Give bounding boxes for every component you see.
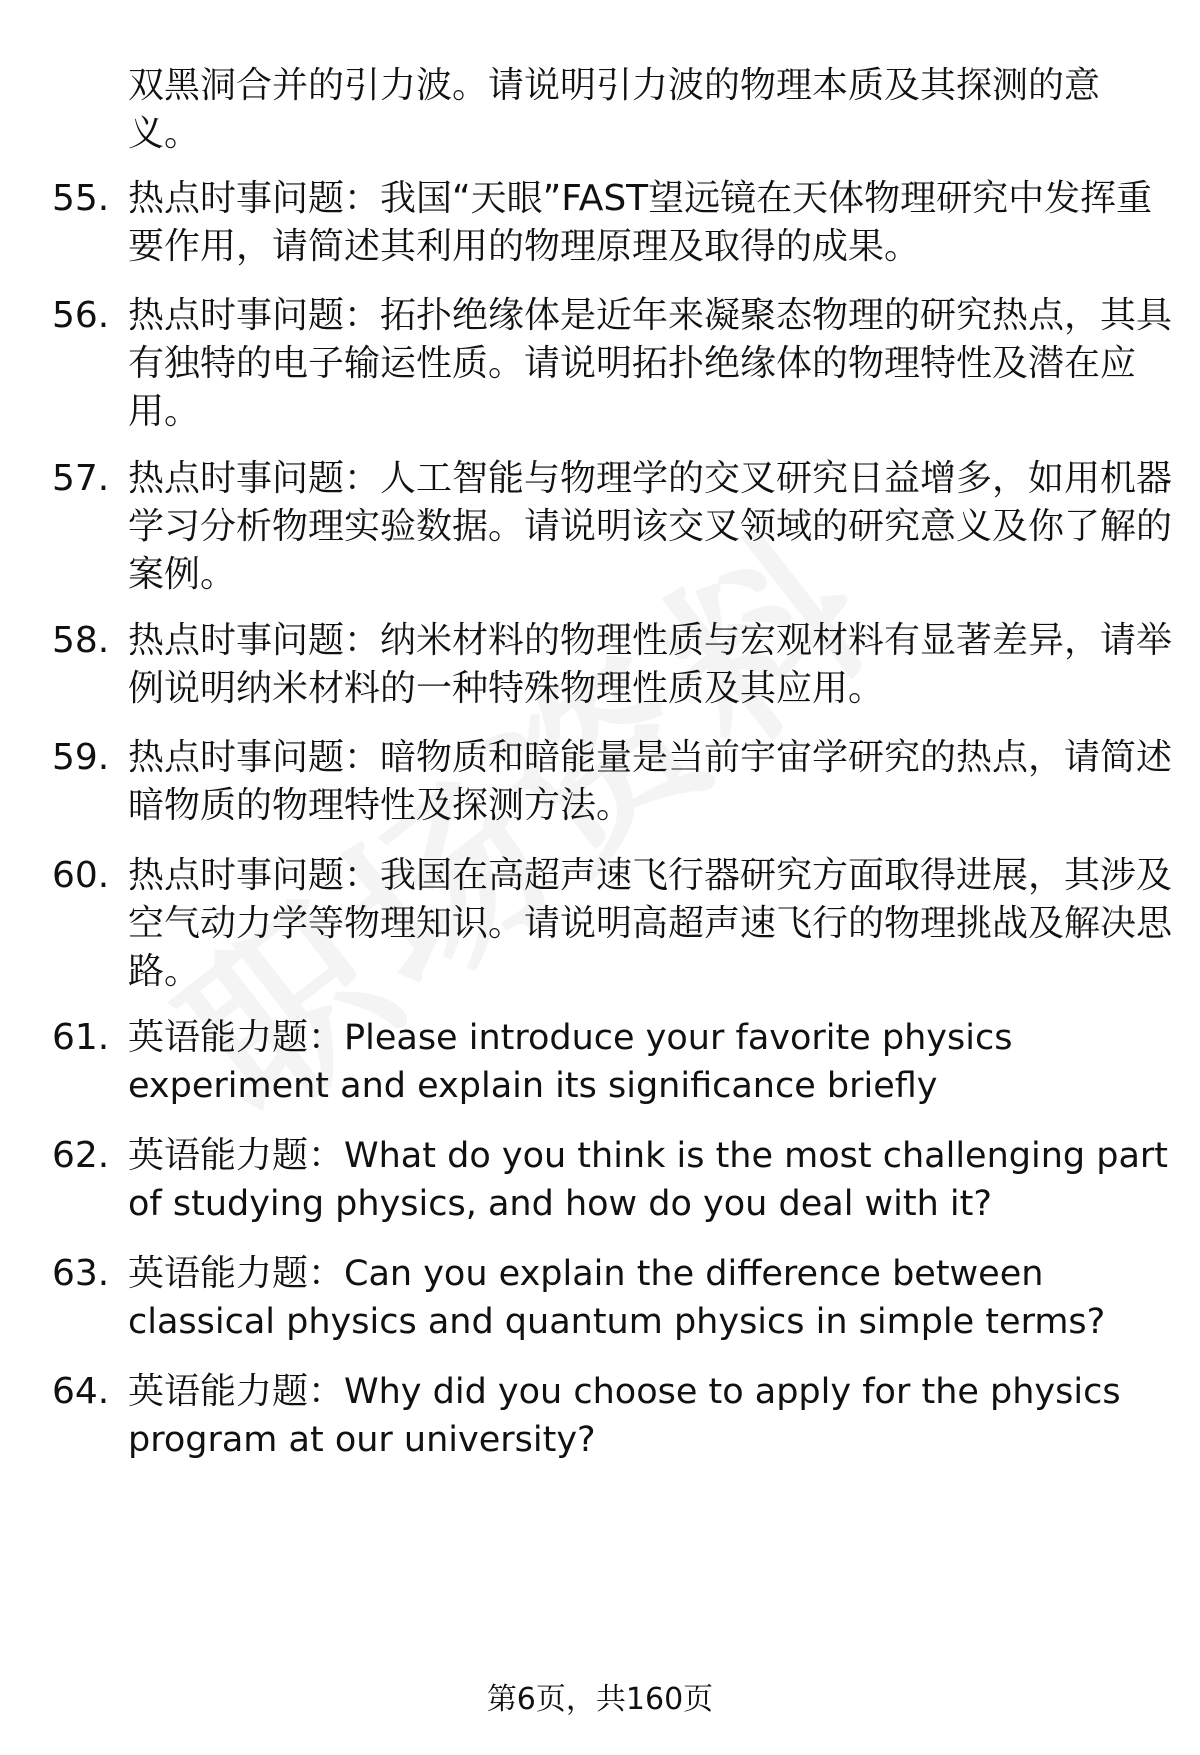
- question-61: [52, 1014, 1172, 1110]
- question-55: [52, 175, 1172, 271]
- question-text: [128, 1014, 1172, 1110]
- question-59: [52, 734, 1172, 830]
- question-number: 63.: [52, 1253, 110, 1294]
- question-number: 57.: [52, 458, 110, 499]
- question-english-text: Can you explain the difference between classical physics and quantum physics in simple terms?: [128, 1254, 1106, 1342]
- question-text: 热点时事问题：我国“天眼”FAST望远镜在天体物理研究中发挥重要作用，请简述其利用的物理原理及取得的成果。: [128, 178, 1153, 267]
- question-number: 64.: [52, 1371, 110, 1412]
- question-56: [52, 292, 1172, 436]
- question-prefix: 英语能力题：: [128, 1017, 345, 1058]
- question-english-text: Why did you choose to apply for the physics program at our university?: [128, 1372, 1121, 1460]
- page-footer: 第6页，共160页: [486, 1682, 714, 1717]
- question-english-text: Please introduce your favorite physics experiment and explain its significance briefly: [128, 1018, 1013, 1106]
- question-text: [128, 1250, 1172, 1346]
- question-number: 61.: [52, 1017, 110, 1058]
- question-text: [128, 1132, 1172, 1228]
- question-text: 热点时事问题：人工智能与物理学的交叉研究日益增多，如用机器学习分析物理实验数据。请说明该交叉领域的研究意义及你了解的案例。: [128, 458, 1173, 595]
- question-number: 55.: [52, 178, 110, 219]
- question-text: 热点时事问题：暗物质和暗能量是当前宇宙学研究的热点，请简述暗物质的物理特性及探测方法。: [128, 737, 1173, 826]
- question-number: 58.: [52, 620, 110, 661]
- question-64: [52, 1368, 1172, 1464]
- continued-question-text: 双黑洞合并的引力波。请说明引力波的物理本质及其探测的意义。: [128, 65, 1101, 154]
- question-number: 56.: [52, 295, 110, 336]
- question-prefix: 英语能力题：: [128, 1253, 345, 1294]
- question-text: 热点时事问题：拓扑绝缘体是近年来凝聚态物理的研究热点，其具有独特的电子输运性质。请说明拓扑绝缘体的物理特性及潜在应用。: [128, 295, 1173, 432]
- question-text: 热点时事问题：我国在高超声速飞行器研究方面取得进展，其涉及空气动力学等物理知识。请说明高超声速飞行的物理挑战及解决思路。: [128, 855, 1173, 992]
- question-60: [52, 852, 1172, 996]
- question-57: [52, 455, 1172, 599]
- question-58: [52, 617, 1172, 713]
- question-number: 59.: [52, 737, 110, 778]
- question-63: [52, 1250, 1172, 1346]
- question-text: [128, 1368, 1172, 1464]
- question-62: [52, 1132, 1172, 1228]
- question-prefix: 英语能力题：: [128, 1135, 345, 1176]
- question-english-text: What do you think is the most challenging part of studying physics, and how do you deal with it?: [128, 1136, 1169, 1224]
- question-text: 热点时事问题：纳米材料的物理性质与宏观材料有显著差异，请举例说明纳米材料的一种特殊物理性质及其应用。: [128, 620, 1173, 709]
- question-number: 60.: [52, 855, 110, 896]
- question-number: 62.: [52, 1135, 110, 1176]
- question-prefix: 英语能力题：: [128, 1371, 345, 1412]
